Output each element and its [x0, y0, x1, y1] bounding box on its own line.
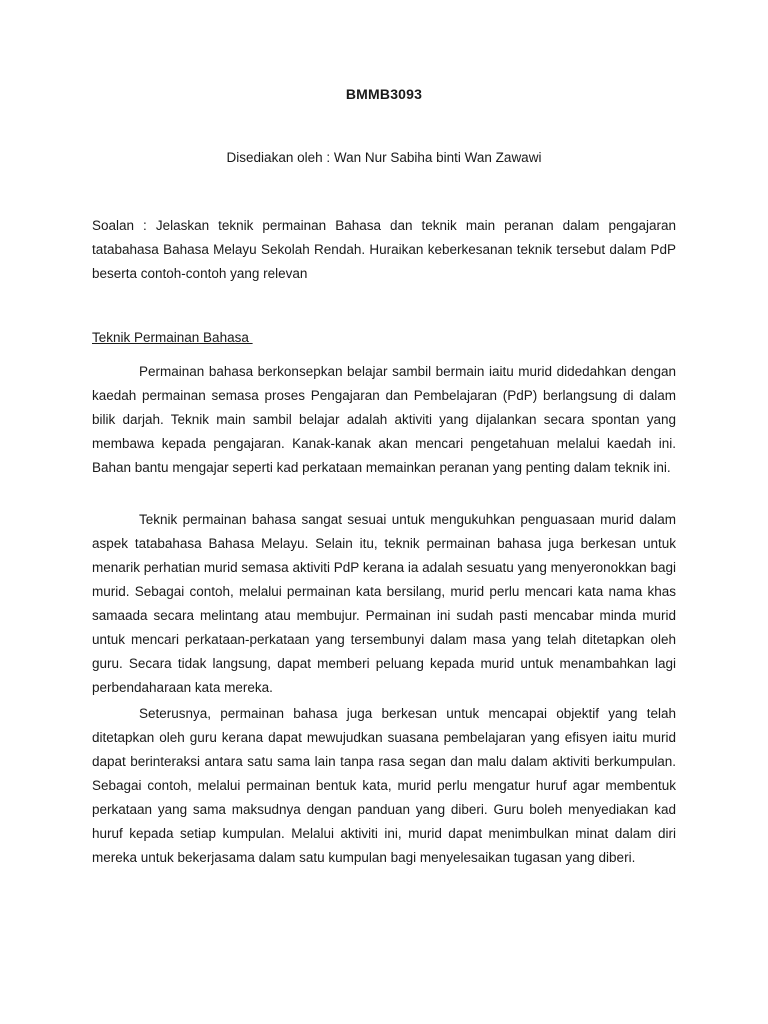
- paragraph: Permainan bahasa berkonsepkan belajar sambil bermain iaitu murid didedahkan dengan kaedah permainan semasa proses Pengajaran dan Pembelajaran (PdP) berlangsung di dalam bilik darjah. Teknik main sambil belajar adalah aktiviti yang dijalankan secara spontan yang membawa kepada pengajaran. Kanak-kanak akan mencari pengetahuan melalui kaedah ini. Bahan bantu mengajar seperti kad perkataan memainkan peranan yang penting dalam teknik ini.: [92, 364, 676, 475]
- author-line: Disediakan oleh : Wan Nur Sabiha binti Wan Zawawi: [226, 150, 542, 165]
- paragraph: Teknik permainan bahasa sangat sesuai untuk mengukuhkan penguasaan murid dalam aspek tatabahasa Bahasa Melayu. Selain itu, teknik permainan bahasa juga berkesan untuk menarik perhatian murid semasa aktiviti PdP kerana ia adalah sesuatu yang menyeronokkan bagi murid. Sebagai contoh, melalui permainan kata bersilang, murid perlu mencari kata nama khas samaada secara melintang atau membujur. Permainan ini sudah pasti mencabar minda murid untuk mencari perkataan-perkataan yang tersembunyi dalam masa yang telah ditetapkan oleh guru. Secara tidak langsung, dapat memberi peluang kepada murid untuk menambahkan lagi perbendaharaan kata mereka.: [92, 512, 676, 695]
- paragraph: Seterusnya, permainan bahasa juga berkesan untuk mencapai objektif yang telah ditetapkan oleh guru kerana dapat mewujudkan suasana pembelajaran yang efisyen iaitu murid dapat berinteraksi antara satu sama lain tanpa rasa segan dan malu dalam aktiviti berkumpulan. Sebagai contoh, melalui permainan bentuk kata, murid perlu mengatur huruf agar membentuk perkataan yang sama maksudnya dengan panduan yang diberi. Guru boleh menyediakan kad huruf kepada setiap kumpulan. Melalui aktiviti ini, murid dapat menimbulkan minat dalam diri mereka untuk bekerjasama dalam satu kumpulan bagi menyelesaikan tugasan yang diberi.: [92, 706, 676, 865]
- document-title: BMMB3093: [345, 86, 423, 102]
- section-heading: Teknik Permainan Bahasa: [92, 330, 253, 345]
- question-text: Soalan : Jelaskan teknik permainan Bahasa dan teknik main peranan dalam pengajaran tatabahasa Bahasa Melayu Sekolah Rendah. Huraikan keberkesanan teknik tersebut dalam PdP beserta contoh-contoh yang relevan: [92, 218, 676, 281]
